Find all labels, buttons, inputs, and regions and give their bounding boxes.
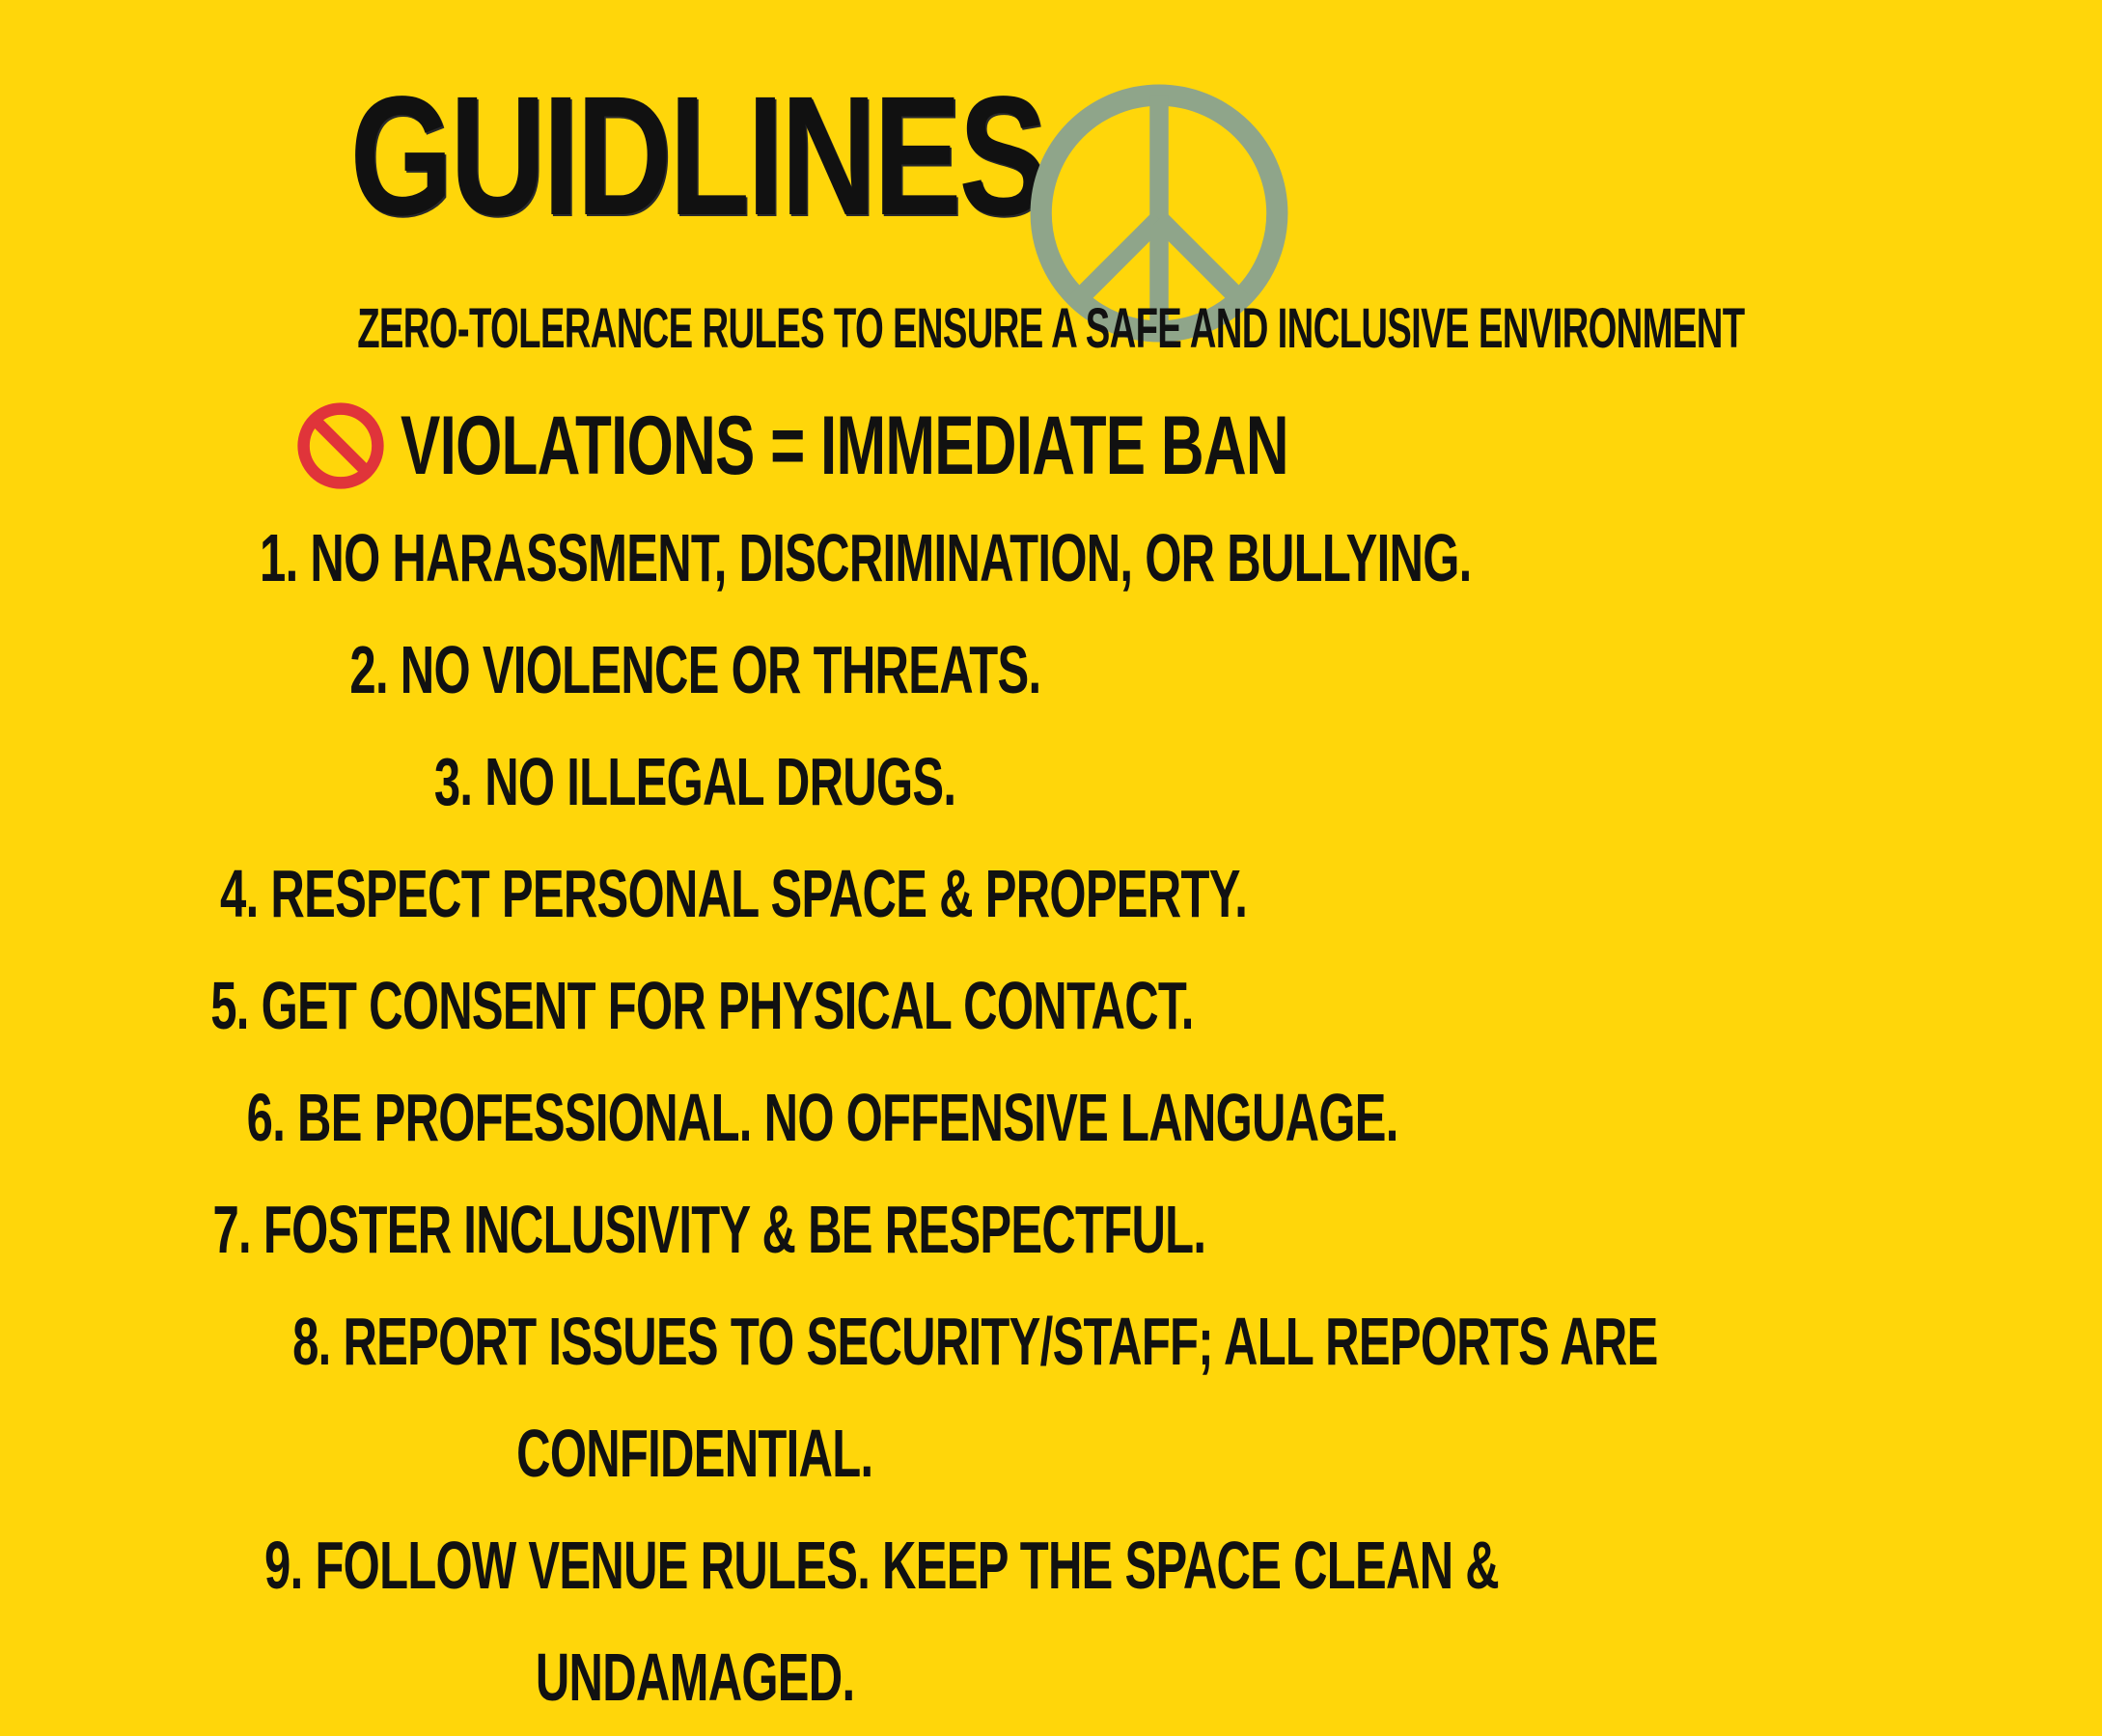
rule-line: 7. FOSTER INCLUSIVITY & BE RESPECTFUL. <box>212 1192 1206 1267</box>
rules-list <box>0 502 1658 1733</box>
page-title: GUIDLINES <box>349 62 1044 251</box>
rule-line: 2. NO VIOLENCE OR THREATS. <box>349 632 1040 707</box>
rule-line: CONFIDENTIAL. <box>516 1416 873 1491</box>
no-entry-sign-icon <box>294 400 387 492</box>
rule-line: UNDAMAGED. <box>535 1640 855 1715</box>
rule-line: 8. REPORT ISSUES TO SECURITY/STAFF; ALL REPORTS ARE <box>292 1304 1658 1379</box>
rule-line: 6. BE PROFESSIONAL. NO OFFENSIVE LANGUAGE. <box>246 1080 1398 1155</box>
rule-line: 1. NO HARASSMENT, DISCRIMINATION, OR BULLYING. <box>260 520 1472 595</box>
rule-line: 3. NO ILLEGAL DRUGS. <box>433 744 956 819</box>
rule-line: 9. FOLLOW VENUE RULES. KEEP THE SPACE CLEAN & <box>264 1528 1500 1603</box>
rule-line: 4. RESPECT PERSONAL SPACE & PROPERTY. <box>220 856 1248 931</box>
violations-text: VIOLATIONS = IMMEDIATE BAN <box>401 400 1289 492</box>
rule-line: 5. GET CONSENT FOR PHYSICAL CONTACT. <box>210 968 1194 1043</box>
subtitle <box>0 295 1745 363</box>
violations-banner <box>0 398 1390 494</box>
subtitle-text: ZERO-TOLERANCE RULES TO ENSURE A SAFE AND INCLUSIVE ENVIRONMENT <box>357 297 1745 360</box>
